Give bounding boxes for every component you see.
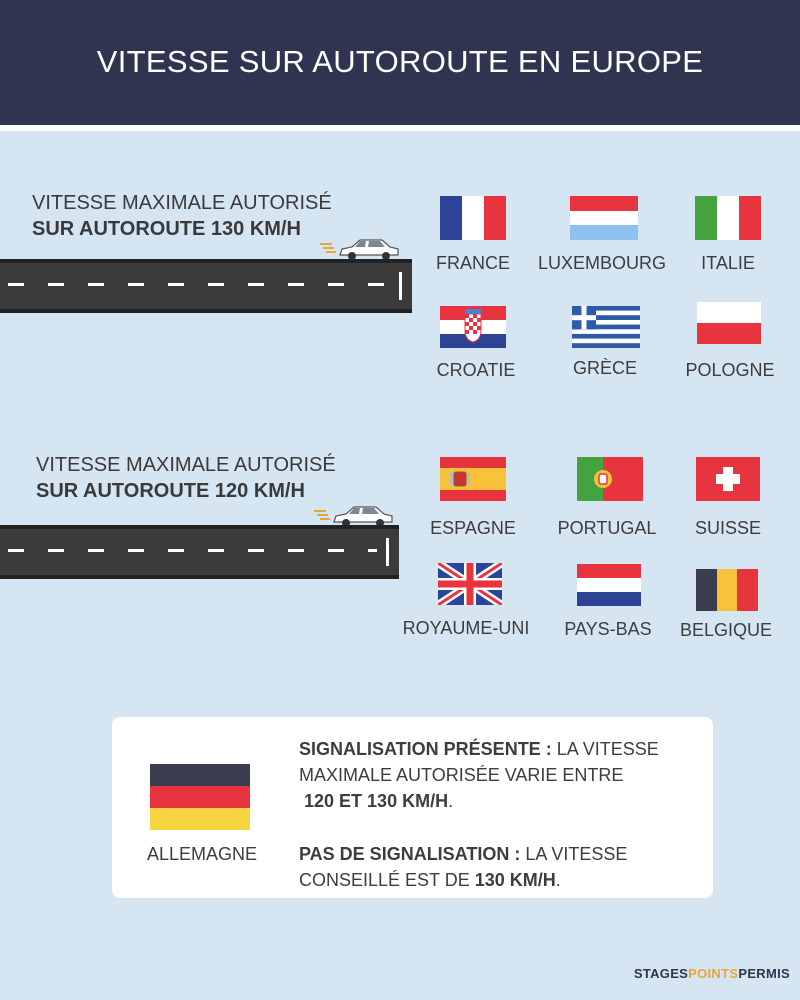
- croatia-flag-icon: [440, 306, 506, 348]
- recommended-speed-value: 130 KM/H: [474, 870, 556, 890]
- section-130-line1: VITESSE MAXIMALE AUTORISÉ: [32, 192, 332, 214]
- logo-part-points: POINTS: [688, 966, 739, 981]
- punctuation: .: [448, 791, 454, 811]
- brand-logo: [634, 966, 790, 981]
- header-banner: [0, 0, 800, 125]
- belgium-flag-icon: [696, 569, 758, 611]
- section-120-title: [36, 452, 336, 504]
- logo-part-stages: STAGES: [633, 966, 689, 981]
- road-130: [0, 259, 412, 313]
- country-label-royaume-uni: ROYAUME-UNI: [402, 618, 530, 638]
- country-label-pays-bas: PAYS-BAS: [564, 619, 652, 639]
- section-130-title: [32, 190, 332, 242]
- road-120: [0, 525, 399, 579]
- poland-flag-icon: [697, 302, 761, 344]
- portugal-flag-icon: [577, 457, 643, 501]
- pas-de-signalisation-text: [299, 841, 699, 893]
- country-label-france: FRANCE: [435, 253, 510, 273]
- page-title: VITESSE SUR AUTOROUTE EN EUROPE: [96, 44, 704, 79]
- country-label-espagne: ESPAGNE: [430, 518, 516, 538]
- section-130-line2: SUR AUTOROUTE 130 KM/H: [32, 218, 301, 240]
- italy-flag-icon: [695, 196, 761, 240]
- signalisation-presente-body: LA VITESSE MAXIMALE AUTORISÉE VARIE ENTRE: [299, 739, 659, 785]
- greece-flag-icon: [572, 306, 640, 348]
- country-label-suisse: SUISSE: [694, 518, 762, 538]
- germany-flag-icon: [150, 764, 250, 830]
- germany-card: [112, 717, 713, 898]
- section-120-line1: VITESSE MAXIMALE AUTORISÉ: [36, 454, 336, 476]
- section-120-line2: SUR AUTOROUTE 120 KM/H: [36, 480, 305, 502]
- luxembourg-flag-icon: [570, 196, 638, 240]
- signalisation-presente-text: [299, 736, 699, 814]
- spain-flag-icon: [440, 457, 506, 501]
- country-label-portugal: PORTUGAL: [557, 518, 657, 538]
- country-label-croatie: CROATIE: [436, 360, 516, 380]
- logo-part-permis: PERMIS: [738, 966, 790, 981]
- uk-flag-icon: [438, 563, 502, 605]
- switzerland-flag-icon: [696, 457, 760, 501]
- country-label-luxembourg: LUXEMBOURG: [537, 253, 667, 273]
- header-divider: [0, 125, 800, 131]
- country-label-pologne: POLOGNE: [685, 360, 775, 380]
- france-flag-icon: [440, 196, 506, 240]
- country-label-italie: ITALIE: [701, 253, 755, 273]
- country-label-allemagne: ALLEMAGNE: [146, 844, 258, 864]
- pas-de-signalisation-heading: PAS DE SIGNALISATION :: [299, 844, 521, 864]
- punctuation: .: [555, 870, 561, 890]
- country-label-belgique: BELGIQUE: [679, 620, 773, 640]
- signalisation-presente-heading: SIGNALISATION PRÉSENTE :: [299, 739, 552, 759]
- pas-de-signalisation-body: LA VITESSE CONSEILLÉ EST DE: [299, 844, 628, 890]
- netherlands-flag-icon: [577, 564, 641, 606]
- speed-range-value: 120 ET 130 KM/H: [304, 791, 449, 811]
- country-label-grece: GRÈCE: [572, 358, 637, 378]
